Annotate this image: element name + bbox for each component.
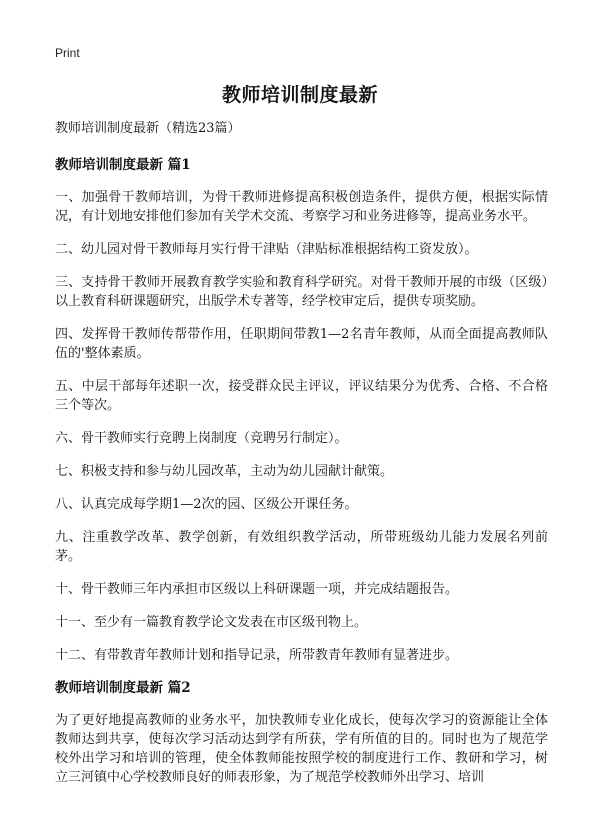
document-body bbox=[55, 120, 548, 787]
paragraph: 六、骨干教师实行竞聘上岗制度（竞聘另行制定）。 bbox=[55, 431, 348, 446]
paragraph: 十二、有带教青年教师计划和指导记录，所带教青年教师有显著进步。 bbox=[55, 648, 459, 663]
section-heading-1: 教师培训制度最新 篇1 bbox=[55, 157, 191, 173]
print-link[interactable]: Print bbox=[55, 46, 80, 60]
paragraph: 四、发挥骨干教师传帮带作用，任职期间带教1—2名青年教师，从而全面提高教师队伍的'整体素质。 bbox=[55, 327, 548, 361]
paragraph: 二、幼儿园对骨干教师每月实行骨干津贴（津贴标准根据结构工资发放）。 bbox=[55, 242, 478, 257]
paragraph: 为了更好地提高教师的业务水平，加快教师专业化成长，使每次学习的资源能让全体教师达到共享，使每次学习活动达到学有所获，学有所值的目的。同时也为了规范学校外出学习和培训的管理，使全体教师能按照学校的制度进行工作、教研和学习，树立三河镇中心学校教师良好的师表形象，为了规范学校教师外出学习、培训 bbox=[55, 713, 548, 785]
section-heading-2: 教师培训制度最新 篇2 bbox=[55, 680, 191, 696]
paragraph: 五、中层干部每年述职一次，接受群众民主评议，评议结果分为优秀、合格、不合格三个等次。 bbox=[55, 379, 548, 413]
paragraph: 七、积极支持和参与幼儿园改革，主动为幼儿园献计献策。 bbox=[55, 464, 394, 479]
paragraph: 十一、至少有一篇教育教学论文发表在市区级刊物上。 bbox=[55, 615, 368, 630]
paragraph: 十、骨干教师三年内承担市区级以上科研课题一项，并完成结题报告。 bbox=[55, 582, 459, 597]
paragraph: 九、注重教学改革、教学创新，有效组织教学活动，所带班级幼儿能力发展名列前茅。 bbox=[55, 530, 548, 564]
document-subtitle: 教师培训制度最新（精选23篇） bbox=[55, 121, 241, 136]
paragraph: 一、加强骨干教师培训，为骨干教师进修提高积极创造条件，提供方便，根据实际情况，有计划地安排他们参加有关学术交流、考察学习和业务进修等，提高业务水平。 bbox=[55, 190, 548, 224]
paragraph: 三、支持骨干教师开展教育教学实验和教育科学研究。对骨干教师开展的市级（区级）以上教育科研课题研究，出版学术专著等，经学校审定后，提供专项奖励。 bbox=[55, 275, 548, 309]
paragraph: 八、认真完成每学期1—2次的园、区级公开课任务。 bbox=[55, 497, 358, 512]
document-title: 教师培训制度最新 bbox=[221, 84, 378, 106]
